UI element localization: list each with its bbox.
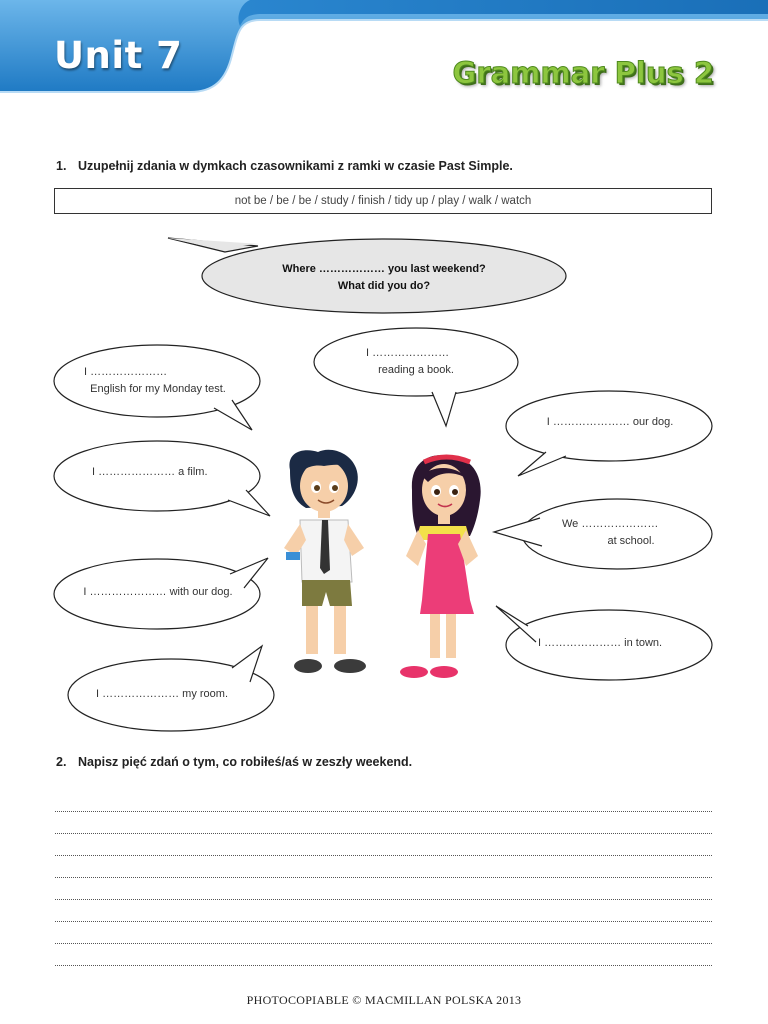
bubble-6-text	[58, 584, 258, 601]
bubble-2-text	[318, 345, 514, 379]
answer-line[interactable]	[55, 944, 712, 966]
boy-illustration	[284, 450, 366, 673]
answer-line[interactable]	[55, 834, 712, 856]
bubble-4-line-1: I ………………… a film.	[92, 466, 208, 478]
section-title: Grammar Plus 2	[452, 56, 714, 90]
bubble-1-line-1: I …………………	[84, 366, 168, 378]
bubble-6-line-1: I ………………… with our dog.	[83, 586, 233, 598]
exercise-2-text: Napisz pięć zdań o tym, co robiłeś/aś w zeszły weekend.	[78, 755, 413, 769]
footer-copyright: PHOTOCOPIABLE © MACMILLAN POLSKA 2013	[246, 993, 522, 1007]
answer-line[interactable]	[55, 878, 712, 900]
bubble-4-text	[58, 464, 254, 481]
bubble-5-text	[524, 516, 710, 550]
girl-illustration	[400, 455, 481, 678]
bubble-5-line-1: We …………………	[562, 518, 659, 530]
answer-line[interactable]	[55, 900, 712, 922]
bubble-5-line-2: at school.	[607, 535, 655, 547]
exercise-1-number: 1.	[56, 159, 67, 173]
unit-title: Unit 7	[54, 34, 183, 77]
question-line-1: Where ……………… you last weekend?	[282, 263, 486, 275]
bubble-2-line-1: I …………………	[366, 347, 450, 359]
bubble-3-text	[512, 414, 708, 431]
bubble-1-text	[60, 364, 256, 398]
exercise-2-instruction	[56, 755, 412, 769]
bubble-7-text	[512, 635, 708, 652]
answer-line[interactable]	[55, 922, 712, 944]
bubble-8-text	[74, 686, 270, 703]
word-box: not be / be / be / study / finish / tidy up / play / walk / watch	[54, 188, 712, 214]
question-bubble-text	[204, 261, 564, 295]
answer-line[interactable]	[55, 790, 712, 812]
bubble-7-line-1: I ………………… in town.	[538, 637, 663, 649]
exercise-2-number: 2.	[56, 755, 67, 769]
exercise-1-text: Uzupełnij zdania w dymkach czasownikami z ramki w czasie Past Simple.	[78, 159, 513, 173]
bubble-1-line-2: English for my Monday test.	[90, 383, 226, 395]
bubble-8-line-1: I ………………… my room.	[96, 688, 229, 700]
answer-line[interactable]	[55, 812, 712, 834]
bubble-2-line-2: reading a book.	[378, 364, 454, 376]
question-line-2: What did you do?	[337, 280, 431, 292]
answer-lines	[55, 790, 712, 966]
answer-line[interactable]	[55, 856, 712, 878]
bubble-3-line-1: I ………………… our dog.	[546, 416, 674, 428]
